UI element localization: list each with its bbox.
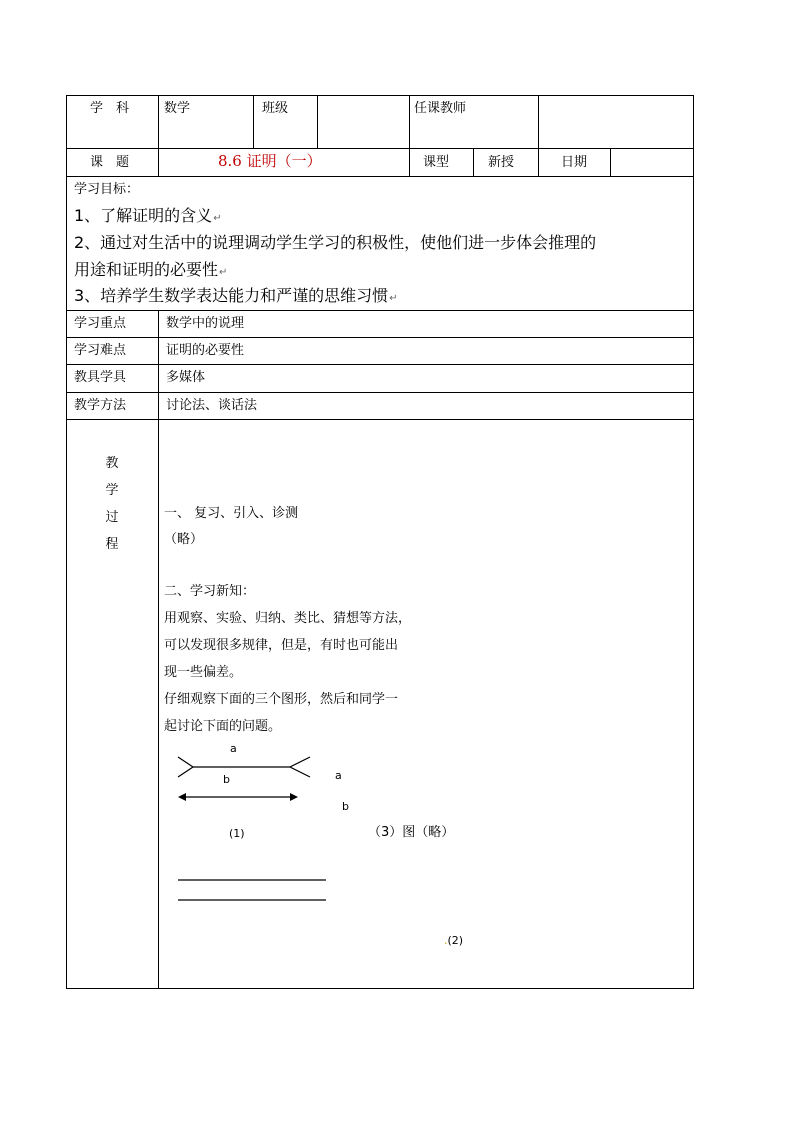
section1-body: （略） bbox=[164, 532, 204, 547]
paragraph-line: 用观察、实验、归纳、类比、猜想等方法， bbox=[164, 611, 412, 626]
figure1-left-fins bbox=[178, 757, 193, 777]
figure1-label-a: a bbox=[230, 742, 237, 755]
difficulty-label: 学习难点 bbox=[74, 343, 127, 358]
key-point-value: 数学中的说理 bbox=[166, 316, 245, 331]
figure3-label-b: b bbox=[342, 800, 349, 813]
figure2-caption: .(2) bbox=[444, 934, 464, 947]
section1-title: 一、 复习、引入、诊测 bbox=[164, 506, 299, 521]
paragraph-line: 现一些偏差。 bbox=[164, 665, 243, 680]
difficulty-value: 证明的必要性 bbox=[166, 343, 245, 358]
process-label-char: 学 bbox=[105, 483, 119, 498]
process-label-char: 教 bbox=[105, 456, 119, 471]
method-value: 讨论法、谈话法 bbox=[166, 398, 258, 413]
class-label: 班级 bbox=[262, 101, 289, 116]
subject-value: 数学 bbox=[164, 101, 191, 116]
goals-heading: 学习目标： bbox=[74, 182, 140, 197]
goal-item: 3、培养学生数学表达能力和严谨的思维习惯↵ bbox=[74, 286, 398, 305]
teacher-label: 任课教师 bbox=[414, 101, 467, 116]
process-label-char: 过 bbox=[105, 510, 119, 525]
topic-label: 课 题 bbox=[90, 155, 130, 170]
lesson-type-label: 课型 bbox=[423, 155, 450, 170]
arrow-right-head bbox=[290, 793, 298, 801]
figure1-caption: (1) bbox=[229, 827, 245, 840]
goal-item: 1、了解证明的含义↵ bbox=[74, 206, 222, 225]
arrow-left-head bbox=[178, 793, 186, 801]
paragraph-line: 仔细观察下面的三个图形，然后和同学一 bbox=[164, 692, 399, 707]
figure1-label-b: b bbox=[223, 773, 230, 786]
lesson-type-value: 新授 bbox=[488, 155, 515, 170]
paragraph-line: 可以发现很多规律，但是，有时也可能出 bbox=[164, 638, 399, 653]
topic-title: 8.6 证明（一） bbox=[218, 152, 322, 170]
materials-value: 多媒体 bbox=[166, 370, 206, 385]
key-point-label: 学习重点 bbox=[74, 316, 127, 331]
subject-label: 学 科 bbox=[90, 101, 130, 116]
paragraph-line: 起讨论下面的问题。 bbox=[164, 719, 282, 734]
figure1-right-fins bbox=[290, 757, 310, 777]
figure3-caption: （3）图（略） bbox=[368, 825, 455, 840]
method-label: 教学方法 bbox=[74, 398, 127, 413]
materials-label: 教具学具 bbox=[74, 370, 127, 385]
section2-title: 二、学习新知： bbox=[164, 584, 256, 599]
goal-item: 用途和证明的必要性↵ bbox=[74, 260, 228, 279]
date-label: 日期 bbox=[561, 155, 588, 170]
process-label-char: 程 bbox=[105, 537, 119, 552]
figure3-label-a: a bbox=[335, 769, 342, 782]
goal-item: 2、通过对生活中的说理调动学生学习的积极性，使他们进一步体会推理的 bbox=[74, 233, 597, 252]
